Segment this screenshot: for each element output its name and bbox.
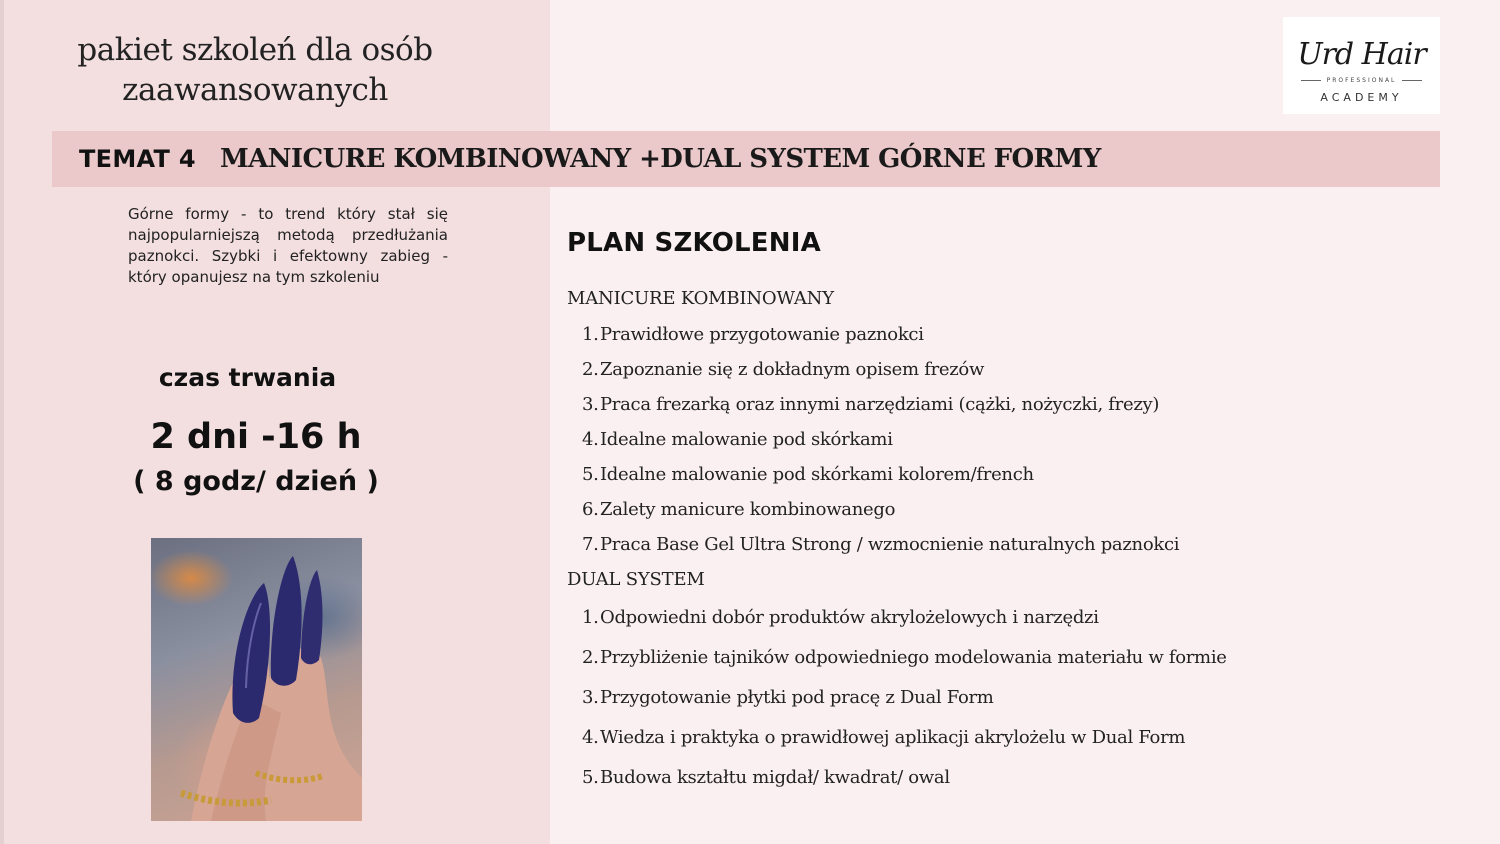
nails-photo-illustration — [151, 538, 362, 821]
package-title — [40, 30, 470, 110]
plan-item-text: Idealne malowanie pod skórkami — [600, 429, 893, 450]
plan-item — [582, 726, 1185, 750]
plan-item-number: 5. — [582, 464, 599, 485]
plan-item — [582, 463, 1034, 487]
logo-sub-text: PROFESSIONAL — [1326, 77, 1397, 84]
nails-photo — [151, 538, 362, 821]
plan-item-text: Zapoznanie się z dokładnym opisem frezów — [600, 359, 985, 380]
plan-item-number: 6. — [582, 499, 599, 520]
plan-item-number: 4. — [582, 727, 599, 748]
plan-item — [582, 323, 924, 347]
logo-academy-text: ACADEMY — [1320, 91, 1403, 104]
package-title-line-2: zaawansowanych — [122, 72, 388, 108]
duration-value: 2 dni -16 h — [150, 417, 362, 457]
duration-daily-hours: ( 8 godz/ dzień ) — [133, 466, 379, 497]
plan-item-number: 1. — [582, 607, 599, 628]
topic-banner — [52, 131, 1440, 187]
plan-item-number: 5. — [582, 767, 599, 788]
plan-item-text: Idealne malowanie pod skórkami kolorem/french — [600, 464, 1034, 485]
plan-item-text: Praca frezarką oraz innymi narzędziami (cążki, nożyczki, frezy) — [600, 394, 1160, 415]
plan-item-number: 2. — [582, 647, 599, 668]
nail-middle — [271, 556, 302, 686]
plan-item — [582, 533, 1179, 557]
plan-item-text: Prawidłowe przygotowanie paznokci — [600, 324, 924, 345]
section-heading-dual-system: DUAL SYSTEM — [567, 569, 705, 590]
plan-heading: PLAN SZKOLENIA — [567, 228, 821, 258]
plan-item-number: 3. — [582, 687, 599, 708]
plan-item-number: 2. — [582, 359, 599, 380]
plan-item — [582, 606, 1099, 630]
plan-item-text: Zalety manicure kombinowanego — [600, 499, 896, 520]
plan-item — [582, 646, 1227, 670]
plan-item-text: Budowa kształtu migdał/ kwadrat/ owal — [600, 767, 950, 788]
plan-item-text: Przybliżenie tajników odpowiedniego modelowania materiału w formie — [600, 647, 1227, 668]
plan-item — [582, 358, 984, 382]
topic-title: MANICURE KOMBINOWANY +DUAL SYSTEM GÓRNE FORMY — [220, 144, 1101, 174]
plan-item — [582, 393, 1159, 417]
plan-item — [582, 686, 994, 710]
logo-script-text: Urd Hair — [1297, 37, 1426, 72]
plan-item — [582, 766, 950, 790]
academy-logo — [1283, 17, 1440, 114]
plan-item-text: Praca Base Gel Ultra Strong / wzmocnienie naturalnych paznokci — [600, 534, 1180, 555]
package-title-line-1: pakiet szkoleń dla osób — [77, 32, 433, 68]
plan-item — [582, 498, 895, 522]
topic-label: TEMAT 4 — [79, 145, 196, 173]
plan-item-number: 3. — [582, 394, 599, 415]
nail-right — [301, 570, 323, 664]
plan-item-text: Odpowiedni dobór produktów akrylożelowych i narzędzi — [600, 607, 1099, 628]
plan-item-text: Wiedza i praktyka o prawidłowej aplikacji akrylożelu w Dual Form — [600, 727, 1186, 748]
intro-description: Górne formy - to trend który stał się najpopularniejszą metodą przedłużania paznokci. Szybki i efektowny zabieg - który opanujesz na tym szkoleniu — [128, 205, 448, 286]
logo-divider-right — [1402, 80, 1422, 81]
plan-item — [582, 428, 893, 452]
plan-item-number: 7. — [582, 534, 599, 555]
plan-item-number: 1. — [582, 324, 599, 345]
plan-item-number: 4. — [582, 429, 599, 450]
duration-label: czas trwania — [158, 363, 337, 392]
section-heading-manicure: MANICURE KOMBINOWANY — [567, 288, 834, 309]
left-edge-strip — [0, 0, 4, 844]
plan-item-text: Przygotowanie płytki pod pracę z Dual Form — [600, 687, 994, 708]
